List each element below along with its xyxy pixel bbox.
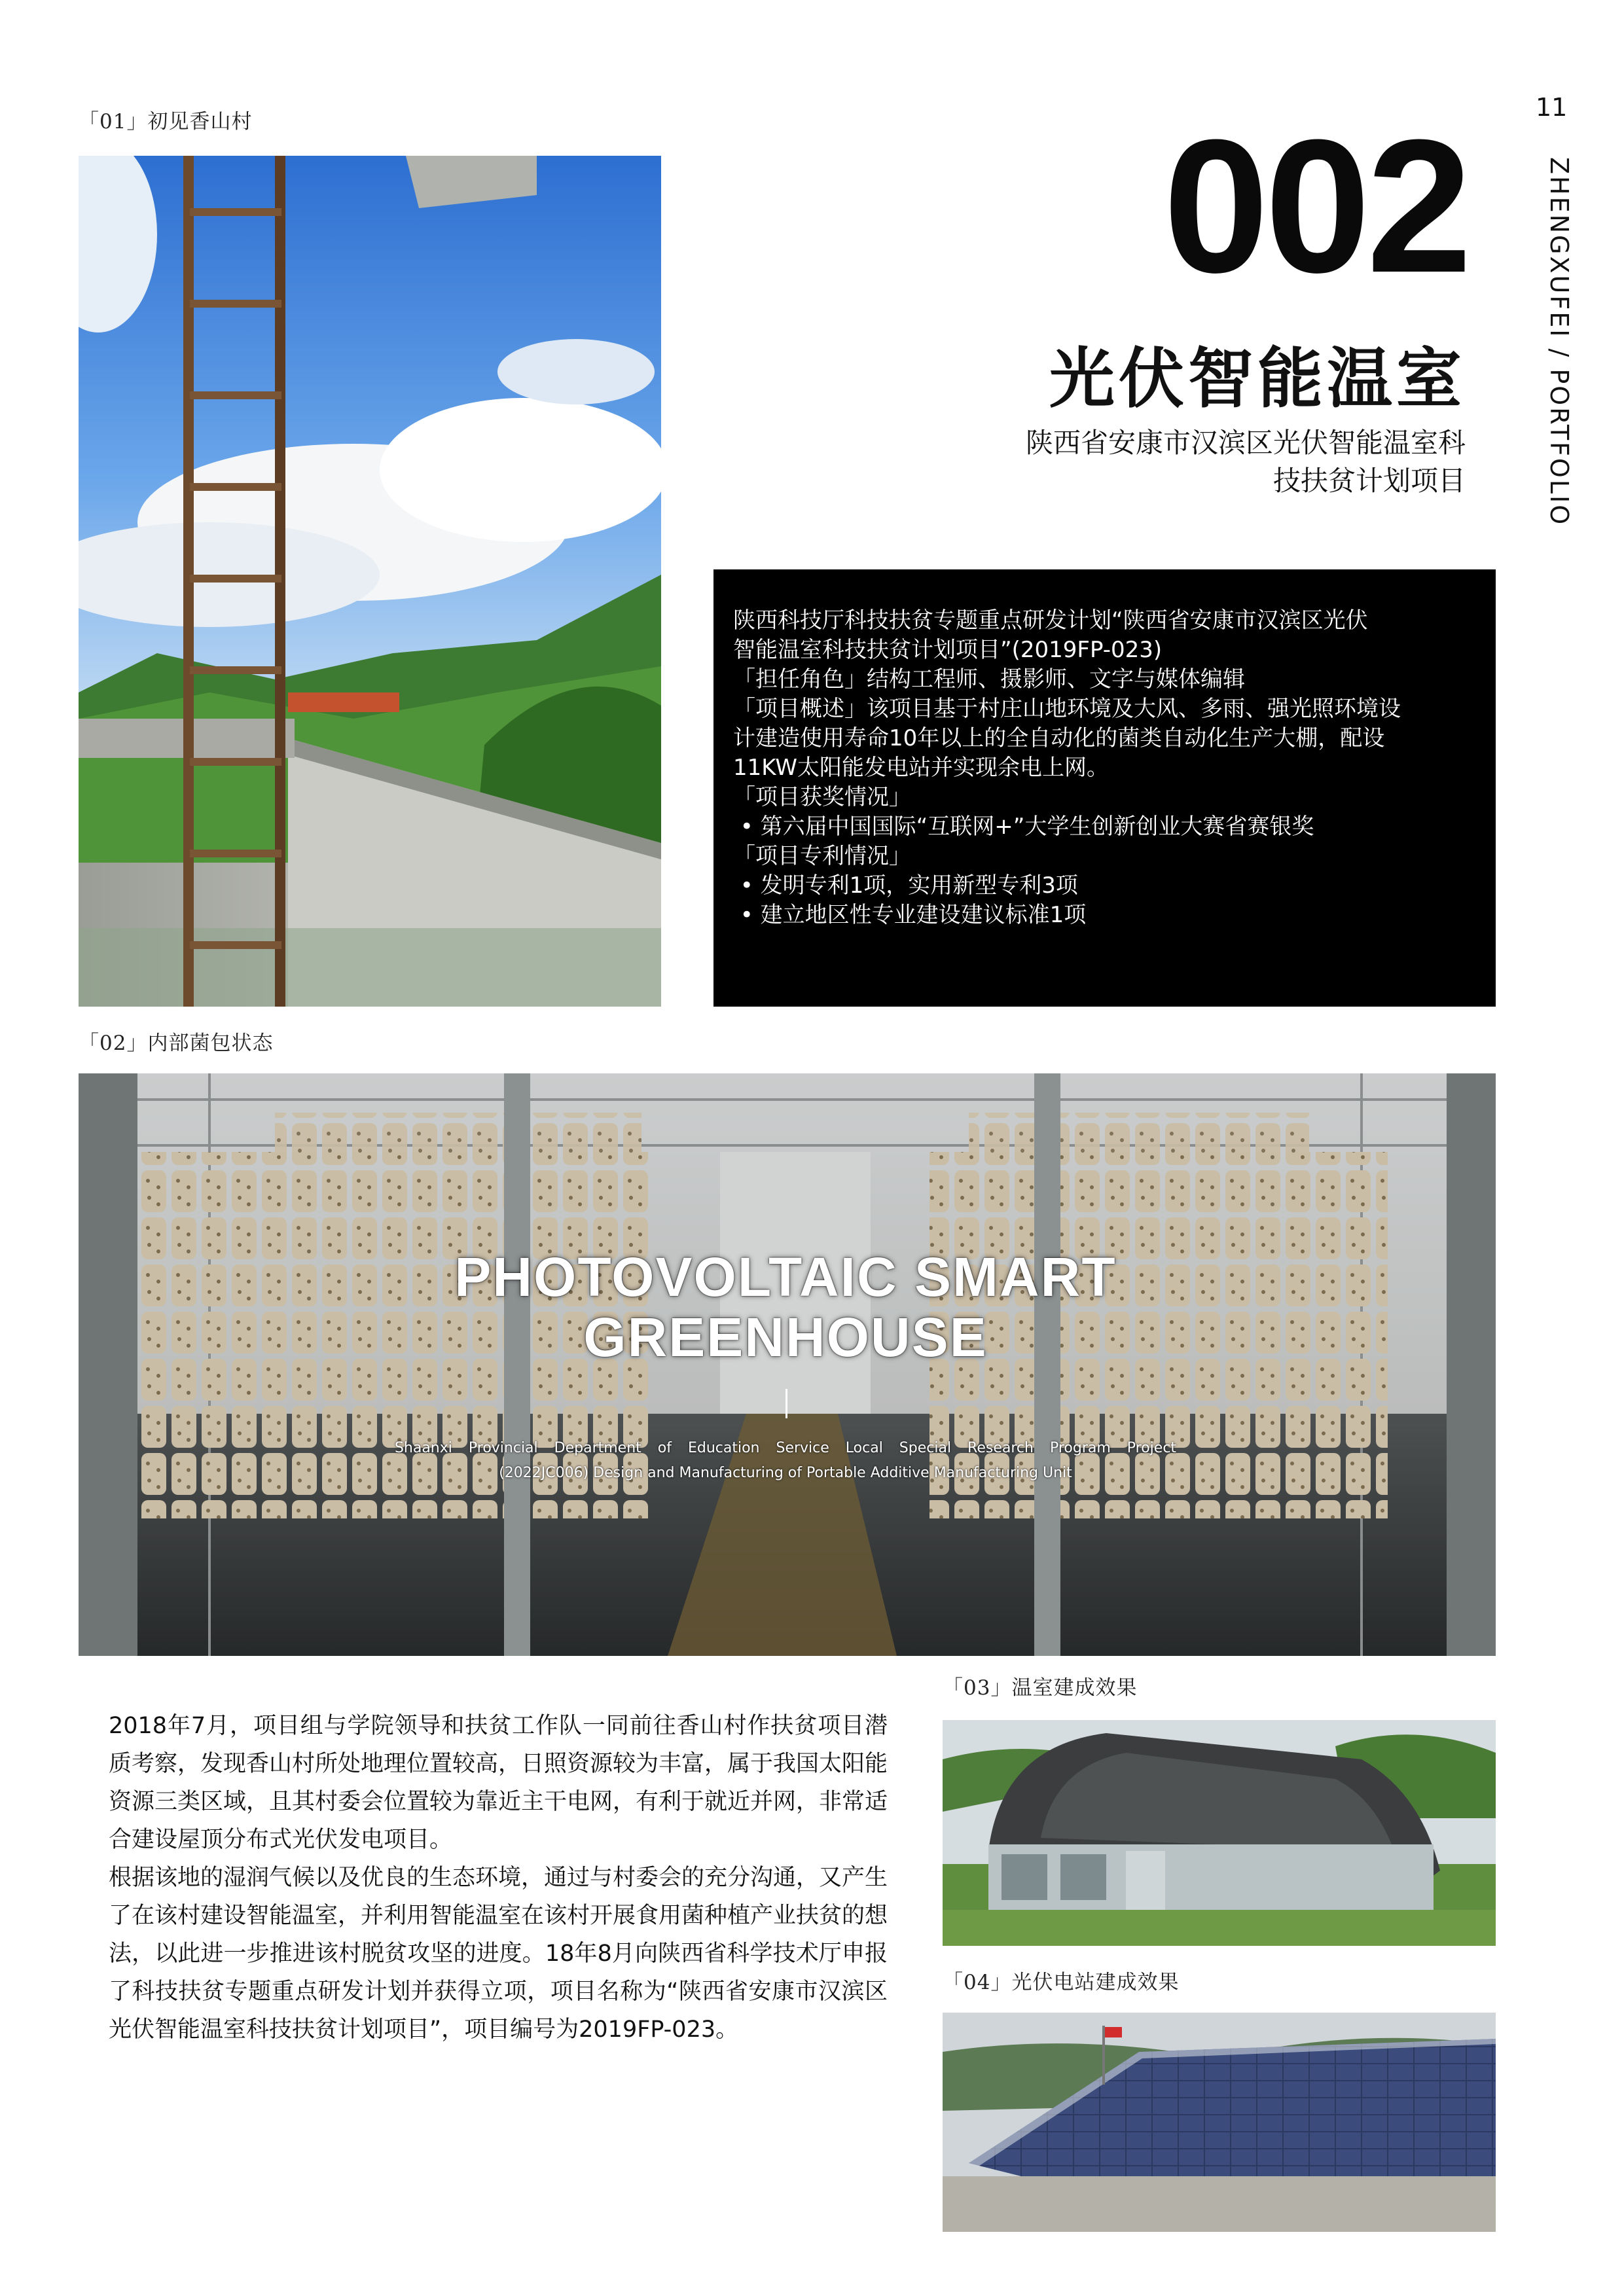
project-title: 光伏智能温室 (1049, 340, 1466, 417)
info-line-patents-heading: 「项目专利情况」 (733, 843, 911, 869)
info-line: 计建造使用寿命10年以上的全自动化的菌类自动化生产大棚，配设 (733, 725, 1385, 751)
info-line-award-item: • 第六届中国国际“互联网+”大学生创新创业大赛省赛银奖 (733, 814, 1314, 840)
overlay-divider (785, 1389, 787, 1418)
photo-greenhouse-exterior (943, 1720, 1496, 1946)
caption-03: 「03」温室建成效果 (943, 1676, 1138, 1700)
caption-04: 「04」光伏电站建成效果 (943, 1971, 1180, 1994)
project-number: 002 (1163, 100, 1468, 312)
info-line-awards-heading: 「项目获奖情况」 (733, 784, 911, 810)
overlay-sub-line-1: Shaanxi Provincial Department of Education Service Local Special Research Program Project (394, 1440, 1177, 1456)
info-line-role: 「担任角色」结构工程师、摄影师、文字与媒体编辑 (733, 666, 1245, 692)
photo-solar-station (943, 2013, 1496, 2232)
subtitle-line-2: 技扶贫计划项目 (1272, 465, 1466, 497)
body-paragraph-1: 2018年7月，项目组与学院领导和扶贫工作队一同前往香山村作扶贫项目潜质考察，发现香山村所处地理位置较高，日照资源较为丰富，属于我国太阳能资源三类区域，且其村委会位置较为靠近主干电网，有利于就近并网，非常适合建设屋顶分布式光伏发电项目。 (109, 1713, 888, 1853)
overlay-title-line-1: PHOTOVOLTAIC SMART (454, 1246, 1117, 1308)
info-line-patent-item: • 发明专利1项，实用新型专利3项 (733, 872, 1078, 899)
overlay-sub-line-2: (2022JC006) Design and Manufacturing of Portable Additive Manufacturing Unit (499, 1465, 1072, 1481)
overlay-title (367, 1247, 1204, 1367)
info-line: 陕西科技厅科技扶贫专题重点研发计划“陕西省安康市汉滨区光伏 (733, 607, 1368, 634)
info-line: 智能温室科技扶贫计划项目”(2019FP-023) (733, 637, 1163, 663)
body-paragraph-2: 根据该地的湿润气候以及优良的生态环境，通过与村委会的充分沟通，又产生了在该村建设智能温室，并利用智能温室在该村开展食用菌种植产业扶贫的想法，以此进一步推进该村脱贫攻坚的进度。18年8月向陕西省科学技术厅申报了科技扶贫专题重点研发计划并获得立项，项目名称为“陕西省安康市汉滨区光伏智能温室科技扶贫计划项目”，项目编号为2019FP-023。 (109, 1865, 888, 2043)
photo-village-ladder (79, 156, 661, 1007)
portfolio-side-label (1542, 157, 1579, 527)
info-line-patent-item: • 建立地区性专业建设建议标准1项 (733, 902, 1087, 928)
side-label-text: ZHENGXUFEI / PORTFOLIO (1545, 157, 1574, 527)
project-subtitle (876, 424, 1466, 500)
info-line: 11KW太阳能发电站并实现余电上网。 (733, 755, 1109, 781)
subtitle-line-1: 陕西省安康市汉滨区光伏智能温室科 (1025, 427, 1466, 459)
page-number: 11 (1536, 93, 1568, 122)
info-line-overview: 「项目概述」该项目基于村庄山地环境及大风、多雨、强光照环境设 (733, 696, 1401, 722)
caption-02: 「02」内部菌包状态 (79, 1031, 274, 1055)
overlay-subtitle (367, 1436, 1204, 1486)
caption-01: 「01」初见香山村 (79, 110, 253, 134)
project-info-box (713, 569, 1496, 1007)
body-text (109, 1707, 888, 2049)
overlay-title-line-2: GREENHOUSE (583, 1306, 988, 1368)
